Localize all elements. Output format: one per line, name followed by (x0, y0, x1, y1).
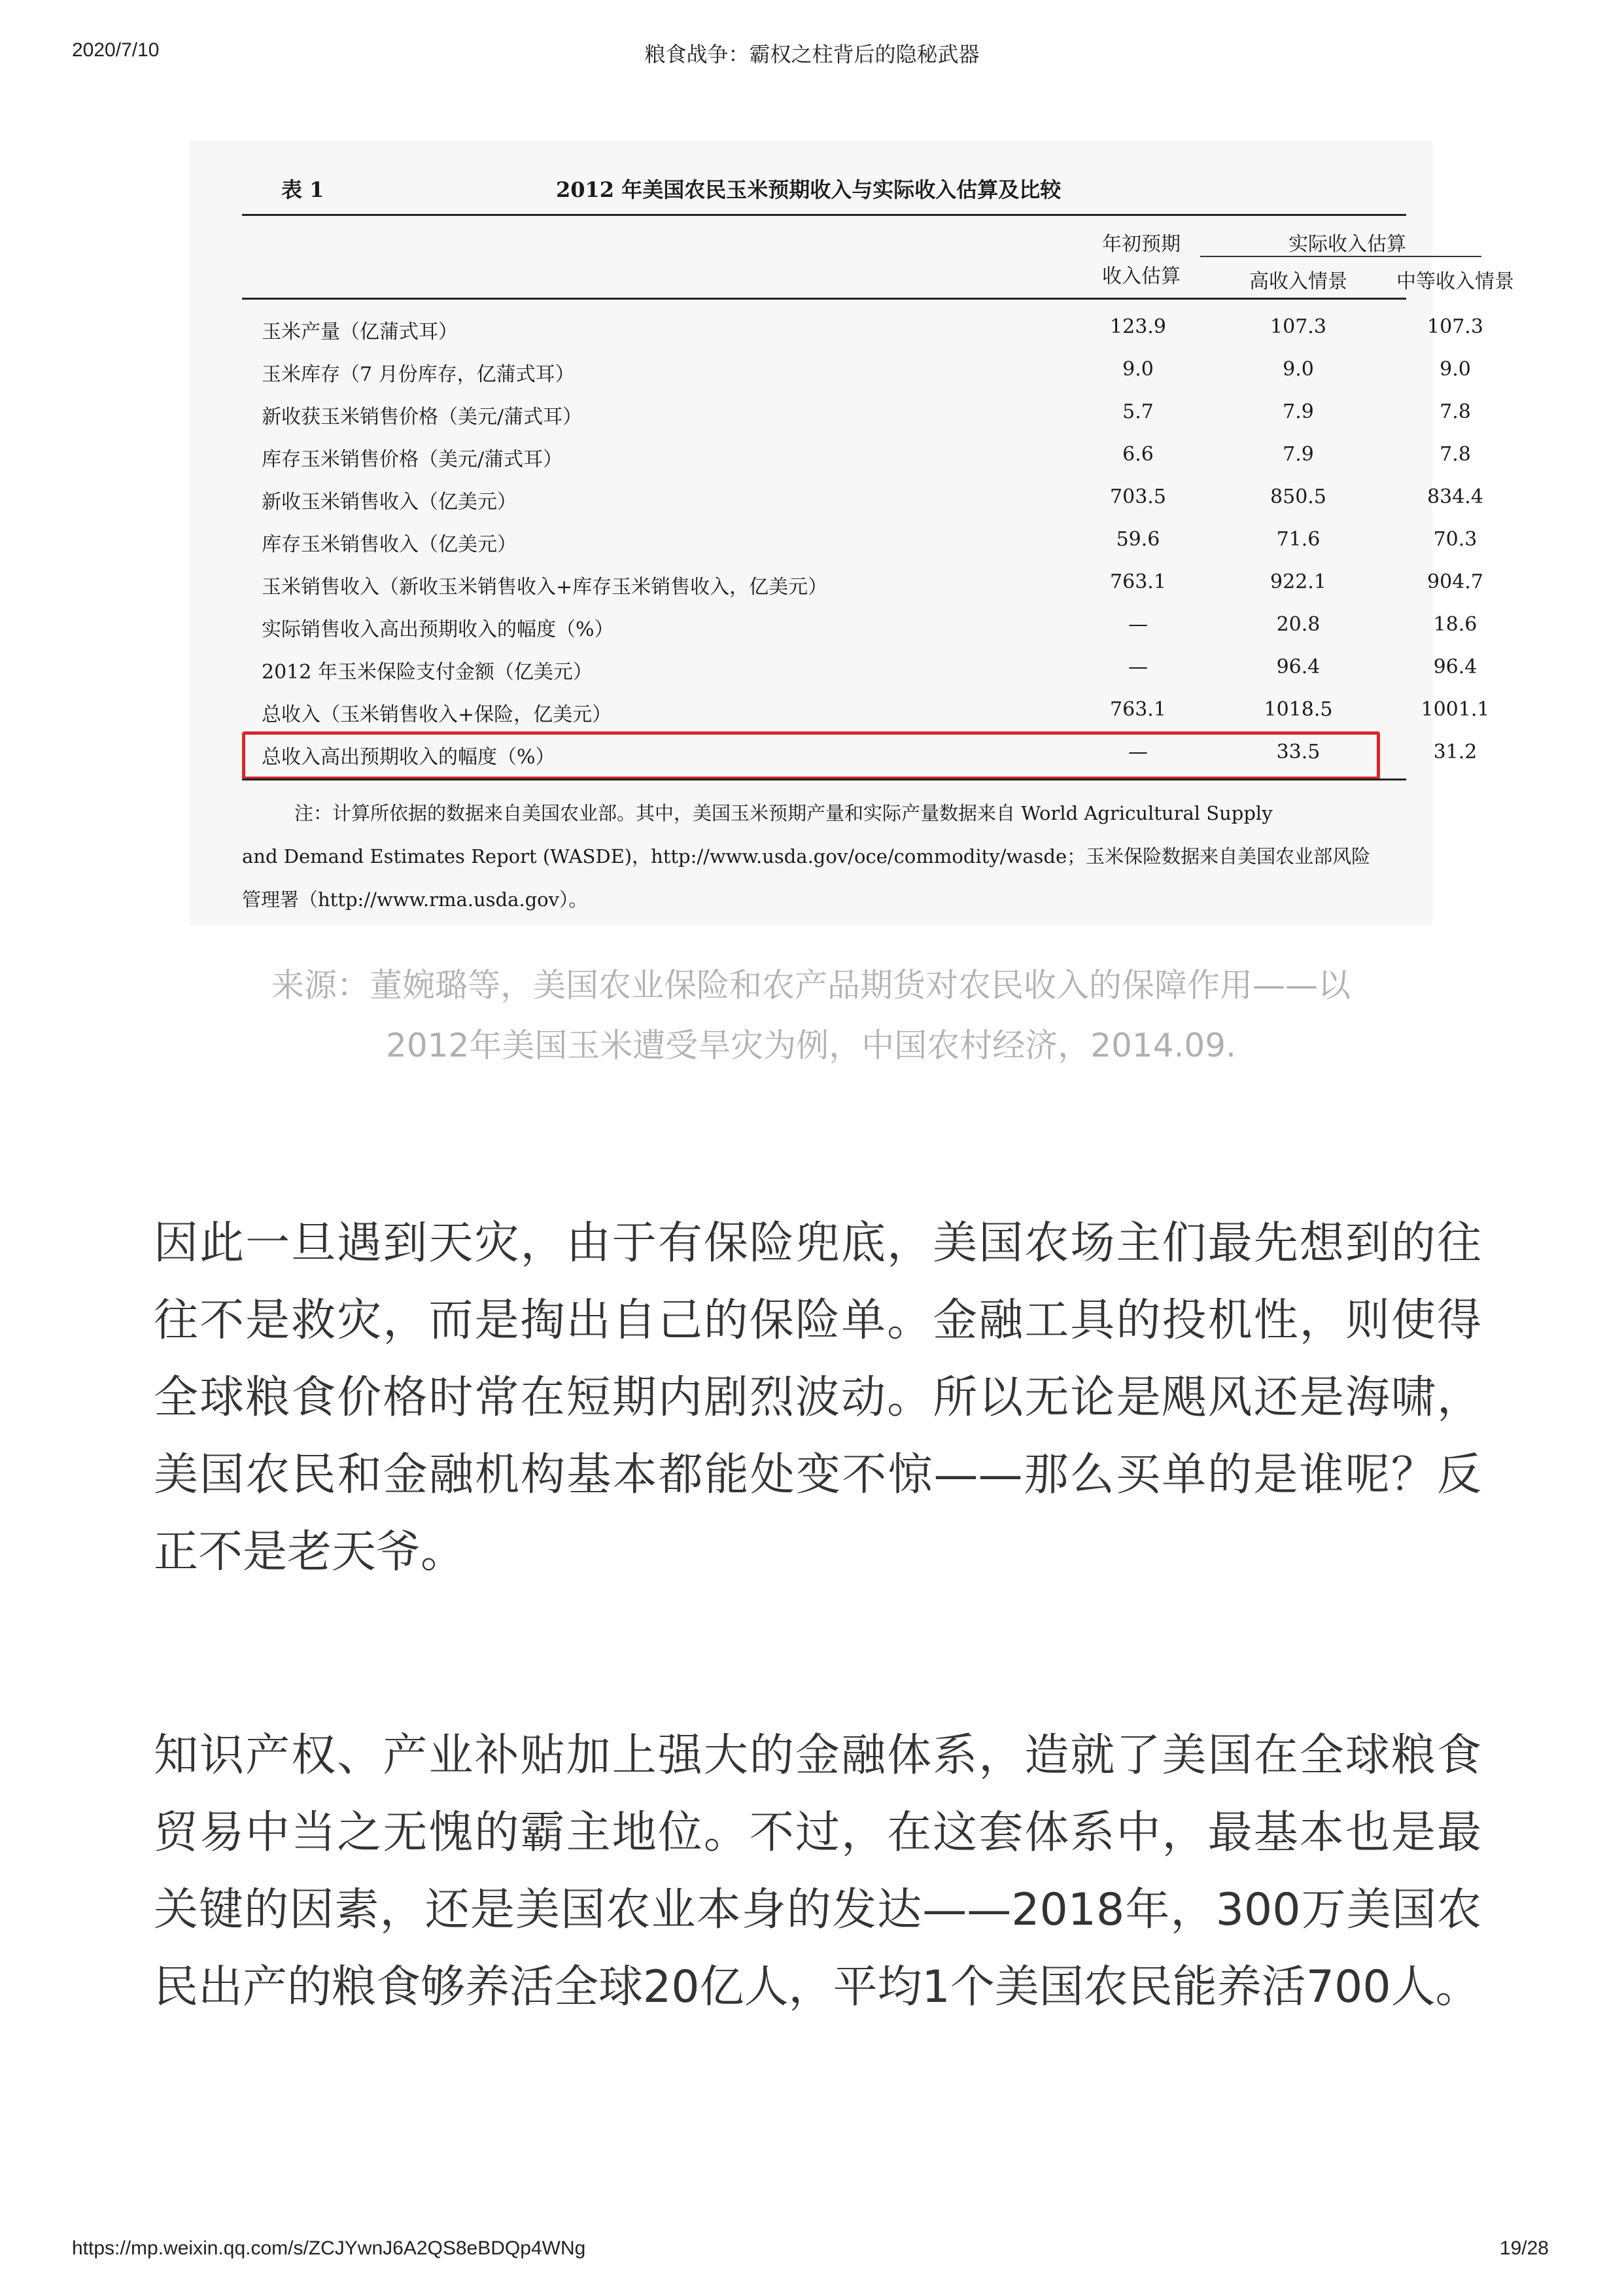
row-label: 库存玉米销售价格（美元/蒲式耳） (262, 448, 563, 471)
table-top-rule (242, 214, 1406, 216)
row-label: 新收玉米销售收入（亿美元） (262, 491, 517, 514)
cell-expected: 763.1 (1110, 570, 1166, 593)
cell-medium: 18.6 (1433, 613, 1477, 636)
row-label: 实际销售收入高出预期收入的幅度（%） (262, 618, 614, 641)
cell-high: 33.5 (1276, 741, 1321, 763)
cell-medium: 1001.1 (1421, 698, 1490, 721)
row-label: 新收获玉米销售价格（美元/蒲式耳） (262, 406, 583, 429)
table-row (242, 435, 1471, 478)
cell-high: 9.0 (1283, 358, 1314, 381)
body-paragraph-2: 知识产权、产业补贴加上强大的金融体系，造就了美国在全球粮食贸易中当之无愧的霸主地位。不过，在这套体系中，最基本也是最关键的因素，还是美国农业本身的发达——2018年，300万美国农民出产的粮食够养活全球20亿人，平均1个美国农民能养活700人。 (154, 1730, 1481, 2013)
col-expected-line1: 年初预期 (1102, 233, 1181, 256)
cell-expected: — (1128, 741, 1148, 763)
table-number: 表 1 (281, 177, 324, 202)
cell-high: 1018.5 (1264, 698, 1333, 721)
table-note (242, 792, 1406, 921)
cell-expected: 9.0 (1122, 358, 1154, 381)
table-caption (281, 173, 1062, 203)
cell-medium: 70.3 (1433, 528, 1477, 551)
note-line-3: 管理署（http://www.rma.usda.gov）。 (242, 888, 588, 911)
cell-medium: 7.8 (1440, 400, 1471, 423)
row-label: 玉米产量（亿蒲式耳） (262, 321, 458, 343)
cell-expected: 59.6 (1116, 528, 1160, 551)
col-medium: 中等收入情景 (1396, 270, 1514, 293)
row-label: 总收入高出预期收入的幅度（%） (262, 746, 555, 769)
cell-medium: 904.7 (1427, 570, 1483, 593)
cell-expected: 703.5 (1110, 485, 1166, 508)
cell-high: 7.9 (1283, 443, 1314, 466)
col-expected-line2: 收入估算 (1102, 265, 1181, 288)
col-group-actual: 实际收入估算 (1288, 233, 1406, 256)
table-row (242, 648, 1477, 691)
table-row (242, 478, 1483, 521)
table-row (242, 605, 1477, 648)
table-figure (190, 141, 1514, 926)
row-label: 玉米库存（7 月份库存，亿蒲式耳） (262, 363, 575, 386)
cell-medium: 7.8 (1440, 443, 1471, 466)
cell-high: 922.1 (1270, 570, 1326, 593)
table-row (242, 350, 1471, 393)
cell-medium: 834.4 (1427, 485, 1483, 508)
cell-high: 96.4 (1276, 656, 1321, 678)
cell-medium: 9.0 (1440, 358, 1471, 381)
image-source-caption (131, 955, 1491, 1076)
cell-expected: — (1128, 656, 1148, 678)
cell-expected: 123.9 (1110, 315, 1166, 338)
row-label: 2012 年玉米保险支付金额（亿美元） (262, 661, 593, 684)
page-title: 粮食战争：霸权之柱背后的隐秘武器 (644, 42, 980, 67)
cell-high: 20.8 (1276, 613, 1321, 636)
table-header-rule (242, 298, 1406, 300)
row-label: 库存玉米销售收入（亿美元） (262, 533, 517, 556)
cell-high: 850.5 (1270, 485, 1326, 508)
footer-url: https://mp.weixin.qq.com/s/ZCJYwnJ6A2QS8eBDQp4WNg (72, 2237, 586, 2259)
table-row (242, 690, 1490, 733)
cell-expected: 763.1 (1110, 698, 1166, 721)
table-title: 2012 年美国农民玉米预期收入与实际收入估算及比较 (556, 177, 1062, 202)
col-group-rule (1200, 256, 1481, 257)
cell-high: 107.3 (1270, 315, 1326, 338)
page-number: 19/28 (1499, 2237, 1549, 2259)
cell-expected: — (1128, 613, 1148, 636)
table-bottom-rule (242, 779, 1406, 780)
cell-high: 7.9 (1283, 400, 1314, 423)
cell-expected: 5.7 (1122, 400, 1154, 423)
table-row (242, 393, 1471, 436)
body-paragraph-1: 因此一旦遇到天灾，由于有保险兜底，美国农场主们最先想到的往往不是救灾，而是掏出自己的保险单。金融工具的投机性，则使得全球粮食价格时常在短期内剧烈波动。所以无论是飓风还是海啸，美国农民和金融机构基本都能处变不惊——那么买单的是谁呢？反正不是老天爷。 (154, 1218, 1481, 1578)
source-line-2: 2012年美国玉米遭受旱灾为例，中国农村经济，2014.09. (386, 1026, 1236, 1064)
print-date: 2020/7/10 (72, 39, 160, 61)
row-label: 玉米销售收入（新收玉米销售收入+库存玉米销售收入，亿美元） (262, 576, 828, 599)
row-label: 总收入（玉米销售收入+保险，亿美元） (262, 703, 612, 726)
cell-medium: 107.3 (1427, 315, 1483, 338)
cell-medium: 96.4 (1433, 656, 1477, 678)
col-high: 高收入情景 (1249, 270, 1347, 293)
table-row (242, 563, 1483, 606)
cell-medium: 31.2 (1433, 741, 1477, 763)
note-line-2: and Demand Estimates Report (WASDE)，http://www.usda.gov/oce/commodity/wasde；玉米保险数据来自美国农业部风险 (242, 845, 1371, 867)
note-line-1: 注：计算所依据的数据来自美国农业部。其中，美国玉米预期产量和实际产量数据来自 World Agricultural Supply (294, 802, 1273, 824)
cell-high: 71.6 (1276, 528, 1321, 551)
table-row (242, 307, 1483, 351)
table-row (242, 520, 1477, 563)
highlight-box (242, 731, 1380, 780)
cell-expected: 6.6 (1122, 443, 1154, 466)
source-line-1: 来源：董婉璐等，美国农业保险和农产品期货对农民收入的保障作用——以 (271, 966, 1351, 1004)
